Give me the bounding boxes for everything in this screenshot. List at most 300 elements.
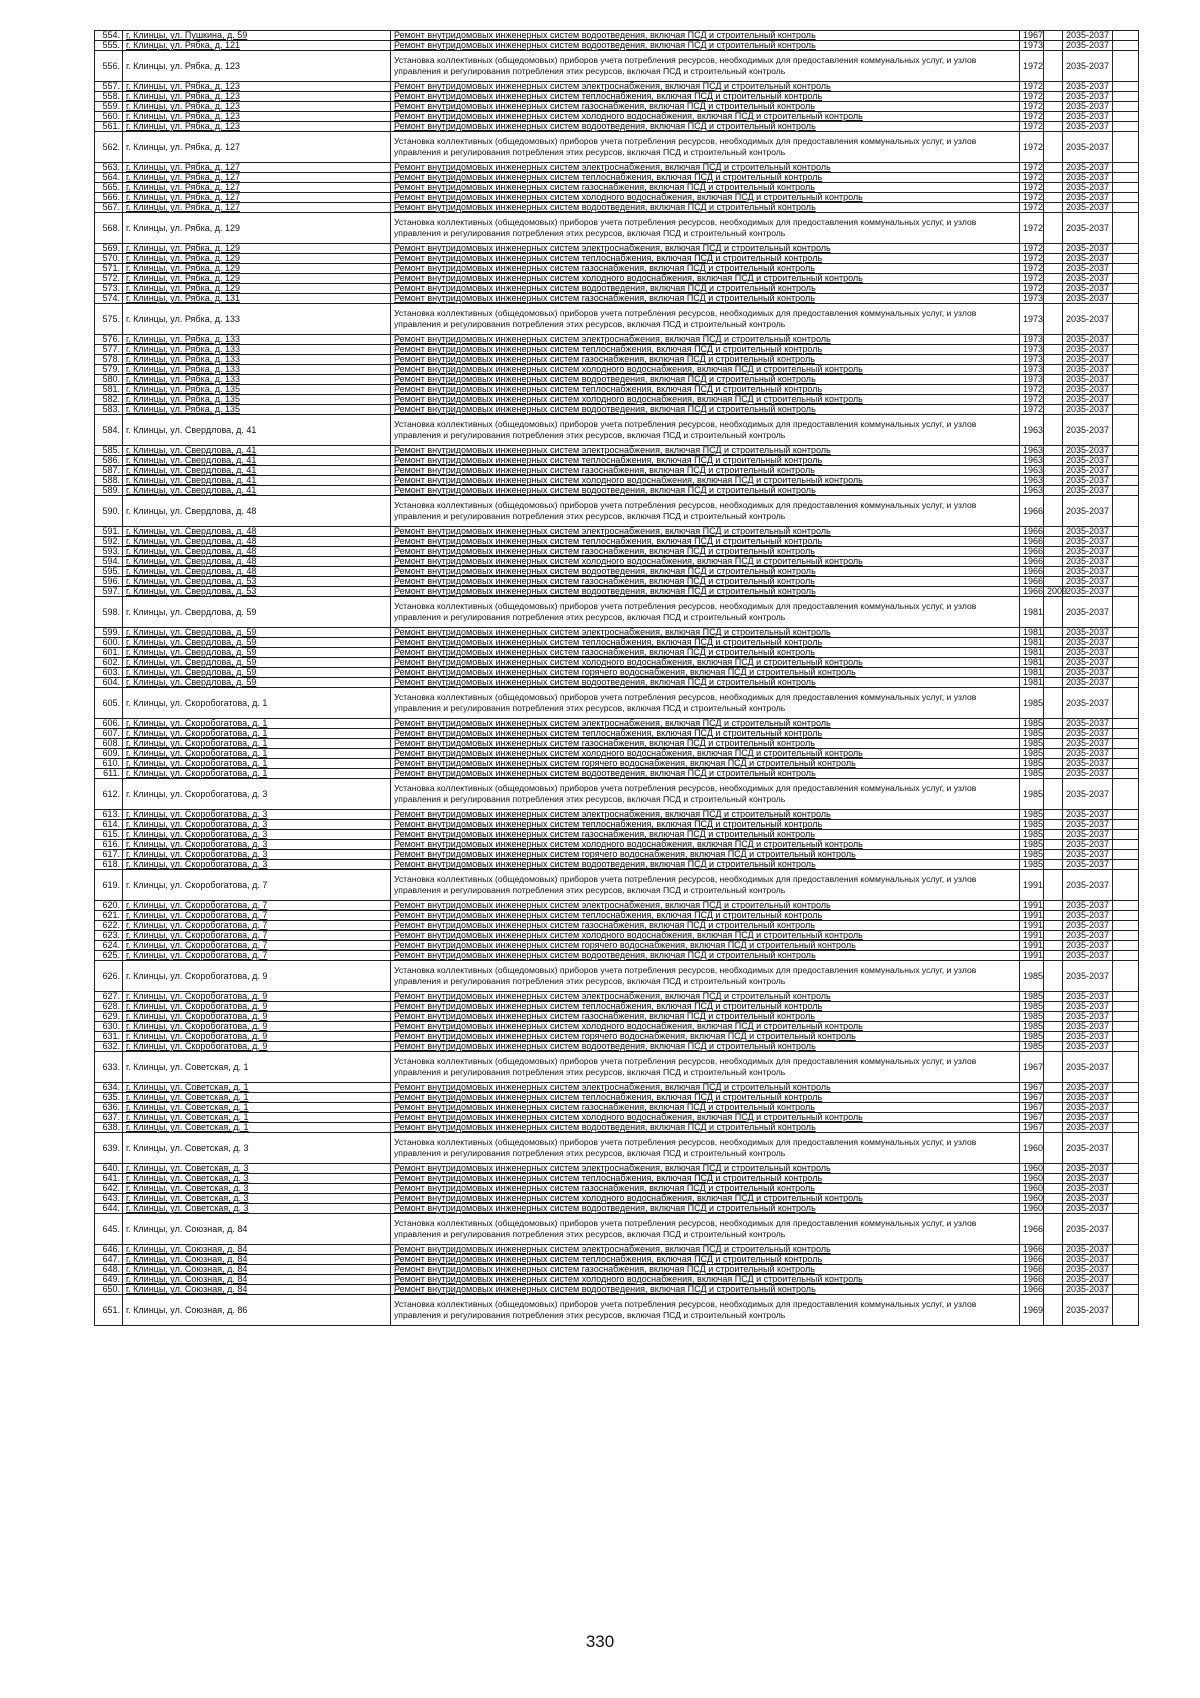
table-row bbox=[95, 496, 1139, 527]
planned-period-cell: 2035-2037 bbox=[1063, 1012, 1113, 1022]
row-number: 604. bbox=[95, 678, 123, 688]
table-row bbox=[95, 992, 1139, 1002]
address-cell: г. Клинцы, ул. Союзная, д. 84 bbox=[123, 1214, 391, 1245]
planned-period-cell: 2035-2037 bbox=[1063, 719, 1113, 729]
address-cell: г. Клинцы, ул. Советская, д. 3 bbox=[123, 1164, 391, 1174]
planned-period-cell: 2035-2037 bbox=[1063, 597, 1113, 628]
empty-cell bbox=[1113, 264, 1139, 274]
address-cell: г. Клинцы, ул. Свердлова, д. 59 bbox=[123, 678, 391, 688]
table-row bbox=[95, 203, 1139, 213]
last-repair-year-cell bbox=[1044, 1204, 1063, 1214]
address-cell: г. Клинцы, ул. Рябка, д. 121 bbox=[123, 41, 391, 51]
table-row bbox=[95, 466, 1139, 476]
planned-period-cell: 2035-2037 bbox=[1063, 405, 1113, 415]
work-description-cell: Ремонт внутридомовых инженерных систем холодного водоснабжения, включая ПСД и строительный контроль bbox=[391, 112, 1020, 122]
table-row bbox=[95, 769, 1139, 779]
empty-cell bbox=[1113, 112, 1139, 122]
build-year-cell: 1973 bbox=[1020, 335, 1044, 345]
planned-period-cell: 2035-2037 bbox=[1063, 274, 1113, 284]
planned-period-cell: 2035-2037 bbox=[1063, 466, 1113, 476]
work-description-cell: Ремонт внутридомовых инженерных систем водоотведения, включая ПСД и строительный контроль bbox=[391, 678, 1020, 688]
table-row bbox=[95, 527, 1139, 537]
row-number: 640. bbox=[95, 1164, 123, 1174]
build-year-cell: 1966 bbox=[1020, 1214, 1044, 1245]
build-year-cell: 1966 bbox=[1020, 496, 1044, 527]
work-description-cell: Ремонт внутридомовых инженерных систем газоснабжения, включая ПСД и строительный контроль bbox=[391, 264, 1020, 274]
address-cell: г. Клинцы, ул. Свердлова, д. 48 bbox=[123, 567, 391, 577]
last-repair-year-cell bbox=[1044, 729, 1063, 739]
last-repair-year-cell bbox=[1044, 577, 1063, 587]
work-description-cell: Установка коллективных (общедомовых) приборов учета потребления ресурсов, необходимых для предоставления коммунальных услуг, и узлов управления и регулирования потребления этих ресурсов, включая ПСД и строительный контроль bbox=[391, 132, 1020, 163]
address-cell: г. Клинцы, ул. Скоробогатова, д. 1 bbox=[123, 729, 391, 739]
planned-period-cell: 2035-2037 bbox=[1063, 587, 1113, 597]
row-number: 609. bbox=[95, 749, 123, 759]
last-repair-year-cell bbox=[1044, 1265, 1063, 1275]
build-year-cell: 1972 bbox=[1020, 213, 1044, 244]
row-number: 617. bbox=[95, 850, 123, 860]
last-repair-year-cell bbox=[1044, 415, 1063, 446]
empty-cell bbox=[1113, 577, 1139, 587]
row-number: 598. bbox=[95, 597, 123, 628]
build-year-cell: 1966 bbox=[1020, 527, 1044, 537]
address-cell: г. Клинцы, ул. Рябка, д. 133 bbox=[123, 304, 391, 335]
build-year-cell: 1981 bbox=[1020, 658, 1044, 668]
last-repair-year-cell bbox=[1044, 203, 1063, 213]
work-description-cell: Ремонт внутридомовых инженерных систем теплоснабжения, включая ПСД и строительный контроль bbox=[391, 92, 1020, 102]
row-number: 643. bbox=[95, 1194, 123, 1204]
table-row bbox=[95, 870, 1139, 901]
table-row bbox=[95, 1285, 1139, 1295]
table-row bbox=[95, 719, 1139, 729]
row-number: 619. bbox=[95, 870, 123, 901]
build-year-cell: 1985 bbox=[1020, 719, 1044, 729]
work-description-cell: Ремонт внутридомовых инженерных систем теплоснабжения, включая ПСД и строительный контроль bbox=[391, 537, 1020, 547]
empty-cell bbox=[1113, 365, 1139, 375]
table-row bbox=[95, 739, 1139, 749]
empty-cell bbox=[1113, 213, 1139, 244]
planned-period-cell: 2035-2037 bbox=[1063, 476, 1113, 486]
address-cell: г. Клинцы, ул. Союзная, д. 84 bbox=[123, 1245, 391, 1255]
empty-cell bbox=[1113, 638, 1139, 648]
last-repair-year-cell bbox=[1044, 911, 1063, 921]
empty-cell bbox=[1113, 1255, 1139, 1265]
build-year-cell: 1966 bbox=[1020, 1285, 1044, 1295]
planned-period-cell: 2035-2037 bbox=[1063, 830, 1113, 840]
build-year-cell: 1969 bbox=[1020, 1295, 1044, 1326]
empty-cell bbox=[1113, 1113, 1139, 1123]
build-year-cell: 1966 bbox=[1020, 587, 1044, 597]
last-repair-year-cell bbox=[1044, 1164, 1063, 1174]
planned-period-cell: 2035-2037 bbox=[1063, 1164, 1113, 1174]
last-repair-year-cell bbox=[1044, 446, 1063, 456]
table-row bbox=[95, 1123, 1139, 1133]
last-repair-year-cell bbox=[1044, 658, 1063, 668]
row-number: 627. bbox=[95, 992, 123, 1002]
build-year-cell: 1966 bbox=[1020, 577, 1044, 587]
last-repair-year-cell bbox=[1044, 1295, 1063, 1326]
row-number: 614. bbox=[95, 820, 123, 830]
address-cell: г. Клинцы, ул. Рябка, д. 123 bbox=[123, 92, 391, 102]
planned-period-cell: 2035-2037 bbox=[1063, 729, 1113, 739]
build-year-cell: 1972 bbox=[1020, 132, 1044, 163]
row-number: 630. bbox=[95, 1022, 123, 1032]
table-row bbox=[95, 31, 1139, 41]
last-repair-year-cell bbox=[1044, 668, 1063, 678]
address-cell: г. Клинцы, ул. Рябка, д. 133 bbox=[123, 375, 391, 385]
build-year-cell: 1985 bbox=[1020, 820, 1044, 830]
table-row bbox=[95, 264, 1139, 274]
last-repair-year-cell bbox=[1044, 405, 1063, 415]
planned-period-cell: 2035-2037 bbox=[1063, 1093, 1113, 1103]
address-cell: г. Клинцы, ул. Рябка, д. 127 bbox=[123, 132, 391, 163]
table-row bbox=[95, 1002, 1139, 1012]
planned-period-cell: 2035-2037 bbox=[1063, 810, 1113, 820]
empty-cell bbox=[1113, 951, 1139, 961]
planned-period-cell: 2035-2037 bbox=[1063, 567, 1113, 577]
table-row bbox=[95, 1022, 1139, 1032]
build-year-cell: 1960 bbox=[1020, 1174, 1044, 1184]
address-cell: г. Клинцы, ул. Скоробогатова, д. 1 bbox=[123, 719, 391, 729]
work-description-cell: Ремонт внутридомовых инженерных систем водоотведения, включая ПСД и строительный контроль bbox=[391, 567, 1020, 577]
last-repair-year-cell bbox=[1044, 486, 1063, 496]
planned-period-cell: 2035-2037 bbox=[1063, 345, 1113, 355]
empty-cell bbox=[1113, 395, 1139, 405]
page-number: 330 bbox=[585, 1632, 615, 1651]
planned-period-cell: 2035-2037 bbox=[1063, 577, 1113, 587]
table-row bbox=[95, 638, 1139, 648]
last-repair-year-cell bbox=[1044, 496, 1063, 527]
row-number: 624. bbox=[95, 941, 123, 951]
row-number: 590. bbox=[95, 496, 123, 527]
work-description-cell: Ремонт внутридомовых инженерных систем холодного водоснабжения, включая ПСД и строительный контроль bbox=[391, 365, 1020, 375]
build-year-cell: 1972 bbox=[1020, 203, 1044, 213]
build-year-cell: 1960 bbox=[1020, 1194, 1044, 1204]
work-description-cell: Ремонт внутридомовых инженерных систем водоотведения, включая ПСД и строительный контроль bbox=[391, 1123, 1020, 1133]
work-description-cell: Ремонт внутридомовых инженерных систем водоотведения, включая ПСД и строительный контроль bbox=[391, 31, 1020, 41]
address-cell: г. Клинцы, ул. Скоробогатова, д. 3 bbox=[123, 810, 391, 820]
build-year-cell: 1972 bbox=[1020, 395, 1044, 405]
planned-period-cell: 2035-2037 bbox=[1063, 264, 1113, 274]
address-cell: г. Клинцы, ул. Свердлова, д. 41 bbox=[123, 456, 391, 466]
build-year-cell: 1973 bbox=[1020, 365, 1044, 375]
empty-cell bbox=[1113, 405, 1139, 415]
address-cell: г. Клинцы, ул. Рябка, д. 123 bbox=[123, 112, 391, 122]
planned-period-cell: 2035-2037 bbox=[1063, 183, 1113, 193]
empty-cell bbox=[1113, 1002, 1139, 1012]
planned-period-cell: 2035-2037 bbox=[1063, 193, 1113, 203]
work-description-cell: Ремонт внутридомовых инженерных систем горячего водоснабжения, включая ПСД и строительный контроль bbox=[391, 1032, 1020, 1042]
work-description-cell: Установка коллективных (общедомовых) приборов учета потребления ресурсов, необходимых для предоставления коммунальных услуг, и узлов управления и регулирования потребления этих ресурсов, включая ПСД и строительный контроль bbox=[391, 779, 1020, 810]
last-repair-year-cell bbox=[1044, 355, 1063, 365]
build-year-cell: 1991 bbox=[1020, 951, 1044, 961]
empty-cell bbox=[1113, 415, 1139, 446]
table-row bbox=[95, 385, 1139, 395]
build-year-cell: 1981 bbox=[1020, 648, 1044, 658]
work-description-cell: Ремонт внутридомовых инженерных систем электроснабжения, включая ПСД и строительный контроль bbox=[391, 1083, 1020, 1093]
address-cell: г. Клинцы, ул. Рябка, д. 129 bbox=[123, 264, 391, 274]
build-year-cell: 1991 bbox=[1020, 941, 1044, 951]
row-number: 592. bbox=[95, 537, 123, 547]
planned-period-cell: 2035-2037 bbox=[1063, 213, 1113, 244]
empty-cell bbox=[1113, 193, 1139, 203]
last-repair-year-cell bbox=[1044, 901, 1063, 911]
table-row bbox=[95, 577, 1139, 587]
empty-cell bbox=[1113, 254, 1139, 264]
empty-cell bbox=[1113, 1285, 1139, 1295]
table-row bbox=[95, 335, 1139, 345]
work-description-cell: Ремонт внутридомовых инженерных систем холодного водоснабжения, включая ПСД и строительный контроль bbox=[391, 557, 1020, 567]
table-row bbox=[95, 476, 1139, 486]
table-row bbox=[95, 122, 1139, 132]
work-description-cell: Ремонт внутридомовых инженерных систем теплоснабжения, включая ПСД и строительный контроль bbox=[391, 1002, 1020, 1012]
table-row bbox=[95, 1245, 1139, 1255]
address-cell: г. Клинцы, ул. Рябка, д. 127 bbox=[123, 183, 391, 193]
work-description-cell: Ремонт внутридомовых инженерных систем электроснабжения, включая ПСД и строительный контроль bbox=[391, 335, 1020, 345]
table-row bbox=[95, 163, 1139, 173]
table-row bbox=[95, 961, 1139, 992]
last-repair-year-cell bbox=[1044, 941, 1063, 951]
address-cell: г. Клинцы, ул. Рябка, д. 127 bbox=[123, 203, 391, 213]
planned-period-cell: 2035-2037 bbox=[1063, 1002, 1113, 1012]
table-row bbox=[95, 830, 1139, 840]
planned-period-cell: 2035-2037 bbox=[1063, 446, 1113, 456]
empty-cell bbox=[1113, 1275, 1139, 1285]
build-year-cell: 1981 bbox=[1020, 678, 1044, 688]
address-cell: г. Клинцы, ул. Свердлова, д. 48 bbox=[123, 496, 391, 527]
planned-period-cell: 2035-2037 bbox=[1063, 41, 1113, 51]
row-number: 568. bbox=[95, 213, 123, 244]
work-description-cell: Установка коллективных (общедомовых) приборов учета потребления ресурсов, необходимых для предоставления коммунальных услуг, и узлов управления и регулирования потребления этих ресурсов, включая ПСД и строительный контроль bbox=[391, 51, 1020, 82]
empty-cell bbox=[1113, 1265, 1139, 1275]
build-year-cell: 1991 bbox=[1020, 921, 1044, 931]
build-year-cell: 1963 bbox=[1020, 446, 1044, 456]
table-row bbox=[95, 304, 1139, 335]
planned-period-cell: 2035-2037 bbox=[1063, 102, 1113, 112]
address-cell: г. Клинцы, ул. Скоробогатова, д. 1 bbox=[123, 749, 391, 759]
planned-period-cell: 2035-2037 bbox=[1063, 911, 1113, 921]
work-description-cell: Ремонт внутридомовых инженерных систем газоснабжения, включая ПСД и строительный контроль bbox=[391, 547, 1020, 557]
empty-cell bbox=[1113, 1133, 1139, 1164]
row-number: 567. bbox=[95, 203, 123, 213]
table-row bbox=[95, 1214, 1139, 1245]
empty-cell bbox=[1113, 1012, 1139, 1022]
planned-period-cell: 2035-2037 bbox=[1063, 860, 1113, 870]
address-cell: г. Клинцы, ул. Скоробогатова, д. 7 bbox=[123, 901, 391, 911]
row-number: 599. bbox=[95, 628, 123, 638]
table-row bbox=[95, 213, 1139, 244]
address-cell: г. Клинцы, ул. Союзная, д. 84 bbox=[123, 1275, 391, 1285]
table-row bbox=[95, 365, 1139, 375]
row-number: 639. bbox=[95, 1133, 123, 1164]
planned-period-cell: 2035-2037 bbox=[1063, 254, 1113, 264]
work-description-cell: Ремонт внутридомовых инженерных систем холодного водоснабжения, включая ПСД и строительный контроль bbox=[391, 1022, 1020, 1032]
row-number: 582. bbox=[95, 395, 123, 405]
address-cell: г. Клинцы, ул. Советская, д. 1 bbox=[123, 1052, 391, 1083]
work-description-cell: Ремонт внутридомовых инженерных систем газоснабжения, включая ПСД и строительный контроль bbox=[391, 466, 1020, 476]
table-row bbox=[95, 557, 1139, 567]
address-cell: г. Клинцы, ул. Свердлова, д. 59 bbox=[123, 648, 391, 658]
build-year-cell: 1981 bbox=[1020, 668, 1044, 678]
build-year-cell: 1960 bbox=[1020, 1164, 1044, 1174]
build-year-cell: 1967 bbox=[1020, 1123, 1044, 1133]
planned-period-cell: 2035-2037 bbox=[1063, 1133, 1113, 1164]
row-number: 579. bbox=[95, 365, 123, 375]
planned-period-cell: 2035-2037 bbox=[1063, 901, 1113, 911]
address-cell: г. Клинцы, ул. Скоробогатова, д. 1 bbox=[123, 688, 391, 719]
address-cell: г. Клинцы, ул. Свердлова, д. 48 bbox=[123, 557, 391, 567]
address-cell: г. Клинцы, ул. Союзная, д. 84 bbox=[123, 1265, 391, 1275]
empty-cell bbox=[1113, 345, 1139, 355]
build-year-cell: 1972 bbox=[1020, 244, 1044, 254]
build-year-cell: 1966 bbox=[1020, 557, 1044, 567]
table-row bbox=[95, 102, 1139, 112]
row-number: 577. bbox=[95, 345, 123, 355]
last-repair-year-cell bbox=[1044, 92, 1063, 102]
last-repair-year-cell bbox=[1044, 1002, 1063, 1012]
empty-cell bbox=[1113, 1052, 1139, 1083]
planned-period-cell: 2035-2037 bbox=[1063, 820, 1113, 830]
planned-period-cell: 2035-2037 bbox=[1063, 122, 1113, 132]
work-description-cell: Ремонт внутридомовых инженерных систем газоснабжения, включая ПСД и строительный контроль bbox=[391, 648, 1020, 658]
planned-period-cell: 2035-2037 bbox=[1063, 415, 1113, 446]
row-number: 588. bbox=[95, 476, 123, 486]
empty-cell bbox=[1113, 385, 1139, 395]
build-year-cell: 1991 bbox=[1020, 901, 1044, 911]
last-repair-year-cell bbox=[1044, 375, 1063, 385]
last-repair-year-cell bbox=[1044, 810, 1063, 820]
build-year-cell: 1991 bbox=[1020, 911, 1044, 921]
work-description-cell: Ремонт внутридомовых инженерных систем холодного водоснабжения, включая ПСД и строительный контроль bbox=[391, 840, 1020, 850]
last-repair-year-cell bbox=[1044, 1012, 1063, 1022]
last-repair-year-cell bbox=[1044, 345, 1063, 355]
address-cell: г. Клинцы, ул. Свердлова, д. 53 bbox=[123, 577, 391, 587]
build-year-cell: 1972 bbox=[1020, 254, 1044, 264]
planned-period-cell: 2035-2037 bbox=[1063, 992, 1113, 1002]
row-number: 622. bbox=[95, 921, 123, 931]
row-number: 613. bbox=[95, 810, 123, 820]
row-number: 587. bbox=[95, 466, 123, 476]
table-row bbox=[95, 759, 1139, 769]
empty-cell bbox=[1113, 132, 1139, 163]
empty-cell bbox=[1113, 567, 1139, 577]
work-description-cell: Ремонт внутридомовых инженерных систем теплоснабжения, включая ПСД и строительный контроль bbox=[391, 345, 1020, 355]
last-repair-year-cell bbox=[1044, 213, 1063, 244]
work-description-cell: Ремонт внутридомовых инженерных систем водоотведения, включая ПСД и строительный контроль bbox=[391, 375, 1020, 385]
work-description-cell: Ремонт внутридомовых инженерных систем газоснабжения, включая ПСД и строительный контроль bbox=[391, 1184, 1020, 1194]
row-number: 594. bbox=[95, 557, 123, 567]
empty-cell bbox=[1113, 1295, 1139, 1326]
address-cell: г. Клинцы, ул. Скоробогатова, д. 9 bbox=[123, 1012, 391, 1022]
address-cell: г. Клинцы, ул. Скоробогатова, д. 7 bbox=[123, 941, 391, 951]
work-description-cell: Установка коллективных (общедомовых) приборов учета потребления ресурсов, необходимых для предоставления коммунальных услуг, и узлов управления и регулирования потребления этих ресурсов, включая ПСД и строительный контроль bbox=[391, 961, 1020, 992]
empty-cell bbox=[1113, 1123, 1139, 1133]
work-description-cell: Ремонт внутридомовых инженерных систем газоснабжения, включая ПСД и строительный контроль bbox=[391, 102, 1020, 112]
table-row bbox=[95, 547, 1139, 557]
work-description-cell: Установка коллективных (общедомовых) приборов учета потребления ресурсов, необходимых для предоставления коммунальных услуг, и узлов управления и регулирования потребления этих ресурсов, включая ПСД и строительный контроль bbox=[391, 688, 1020, 719]
work-description-cell: Ремонт внутридомовых инженерных систем холодного водоснабжения, включая ПСД и строительный контроль bbox=[391, 658, 1020, 668]
address-cell: г. Клинцы, ул. Свердлова, д. 59 bbox=[123, 597, 391, 628]
build-year-cell: 1981 bbox=[1020, 628, 1044, 638]
table-row bbox=[95, 729, 1139, 739]
address-cell: г. Клинцы, ул. Советская, д. 3 bbox=[123, 1194, 391, 1204]
row-number: 595. bbox=[95, 567, 123, 577]
table-row bbox=[95, 810, 1139, 820]
empty-cell bbox=[1113, 355, 1139, 365]
build-year-cell: 1972 bbox=[1020, 193, 1044, 203]
address-cell: г. Клинцы, ул. Скоробогатова, д. 3 bbox=[123, 830, 391, 840]
empty-cell bbox=[1113, 992, 1139, 1002]
address-cell: г. Клинцы, ул. Скоробогатова, д. 7 bbox=[123, 870, 391, 901]
build-year-cell: 1967 bbox=[1020, 1083, 1044, 1093]
address-cell: г. Клинцы, ул. Рябка, д. 135 bbox=[123, 395, 391, 405]
planned-period-cell: 2035-2037 bbox=[1063, 547, 1113, 557]
address-cell: г. Клинцы, ул. Рябка, д. 123 bbox=[123, 102, 391, 112]
work-description-cell: Ремонт внутридомовых инженерных систем горячего водоснабжения, включая ПСД и строительный контроль bbox=[391, 941, 1020, 951]
work-description-cell: Ремонт внутридомовых инженерных систем теплоснабжения, включая ПСД и строительный контроль bbox=[391, 820, 1020, 830]
planned-period-cell: 2035-2037 bbox=[1063, 638, 1113, 648]
planned-period-cell: 2035-2037 bbox=[1063, 92, 1113, 102]
empty-cell bbox=[1113, 688, 1139, 719]
planned-period-cell: 2035-2037 bbox=[1063, 769, 1113, 779]
empty-cell bbox=[1113, 102, 1139, 112]
build-year-cell: 1972 bbox=[1020, 122, 1044, 132]
address-cell: г. Клинцы, ул. Скоробогатова, д. 7 bbox=[123, 921, 391, 931]
build-year-cell: 1991 bbox=[1020, 931, 1044, 941]
work-description-cell: Ремонт внутридомовых инженерных систем водоотведения, включая ПСД и строительный контроль bbox=[391, 951, 1020, 961]
address-cell: г. Клинцы, ул. Скоробогатова, д. 3 bbox=[123, 840, 391, 850]
last-repair-year-cell bbox=[1044, 1275, 1063, 1285]
last-repair-year-cell bbox=[1044, 648, 1063, 658]
work-description-cell: Ремонт внутридомовых инженерных систем электроснабжения, включая ПСД и строительный контроль bbox=[391, 163, 1020, 173]
address-cell: г. Клинцы, ул. Рябка, д. 135 bbox=[123, 385, 391, 395]
build-year-cell: 1985 bbox=[1020, 729, 1044, 739]
address-cell: г. Клинцы, ул. Советская, д. 1 bbox=[123, 1123, 391, 1133]
build-year-cell: 1985 bbox=[1020, 759, 1044, 769]
row-number: 585. bbox=[95, 446, 123, 456]
planned-period-cell: 2035-2037 bbox=[1063, 132, 1113, 163]
address-cell: г. Клинцы, ул. Скоробогатова, д. 7 bbox=[123, 911, 391, 921]
planned-period-cell: 2035-2037 bbox=[1063, 51, 1113, 82]
build-year-cell: 1966 bbox=[1020, 1255, 1044, 1265]
empty-cell bbox=[1113, 1164, 1139, 1174]
work-description-cell: Ремонт внутридомовых инженерных систем газоснабжения, включая ПСД и строительный контроль bbox=[391, 1012, 1020, 1022]
build-year-cell: 1985 bbox=[1020, 860, 1044, 870]
work-description-cell: Ремонт внутридомовых инженерных систем электроснабжения, включая ПСД и строительный контроль bbox=[391, 1245, 1020, 1255]
work-description-cell: Ремонт внутридомовых инженерных систем электроснабжения, включая ПСД и строительный контроль bbox=[391, 628, 1020, 638]
build-year-cell: 1985 bbox=[1020, 1002, 1044, 1012]
empty-cell bbox=[1113, 446, 1139, 456]
empty-cell bbox=[1113, 1174, 1139, 1184]
last-repair-year-cell bbox=[1044, 567, 1063, 577]
empty-cell bbox=[1113, 668, 1139, 678]
row-number: 600. bbox=[95, 638, 123, 648]
table-row bbox=[95, 446, 1139, 456]
empty-cell bbox=[1113, 1042, 1139, 1052]
planned-period-cell: 2035-2037 bbox=[1063, 628, 1113, 638]
empty-cell bbox=[1113, 860, 1139, 870]
work-description-cell: Ремонт внутридомовых инженерных систем газоснабжения, включая ПСД и строительный контроль bbox=[391, 830, 1020, 840]
last-repair-year-cell bbox=[1044, 850, 1063, 860]
build-year-cell: 1985 bbox=[1020, 810, 1044, 820]
address-cell: г. Клинцы, ул. Рябка, д. 129 bbox=[123, 254, 391, 264]
address-cell: г. Клинцы, ул. Рябка, д. 123 bbox=[123, 51, 391, 82]
work-description-cell: Ремонт внутридомовых инженерных систем водоотведения, включая ПСД и строительный контроль bbox=[391, 1042, 1020, 1052]
address-cell: г. Клинцы, ул. Союзная, д. 84 bbox=[123, 1285, 391, 1295]
empty-cell bbox=[1113, 82, 1139, 92]
table-row bbox=[95, 51, 1139, 82]
work-description-cell: Ремонт внутридомовых инженерных систем электроснабжения, включая ПСД и строительный контроль bbox=[391, 810, 1020, 820]
work-description-cell: Ремонт внутридомовых инженерных систем водоотведения, включая ПСД и строительный контроль bbox=[391, 1285, 1020, 1295]
